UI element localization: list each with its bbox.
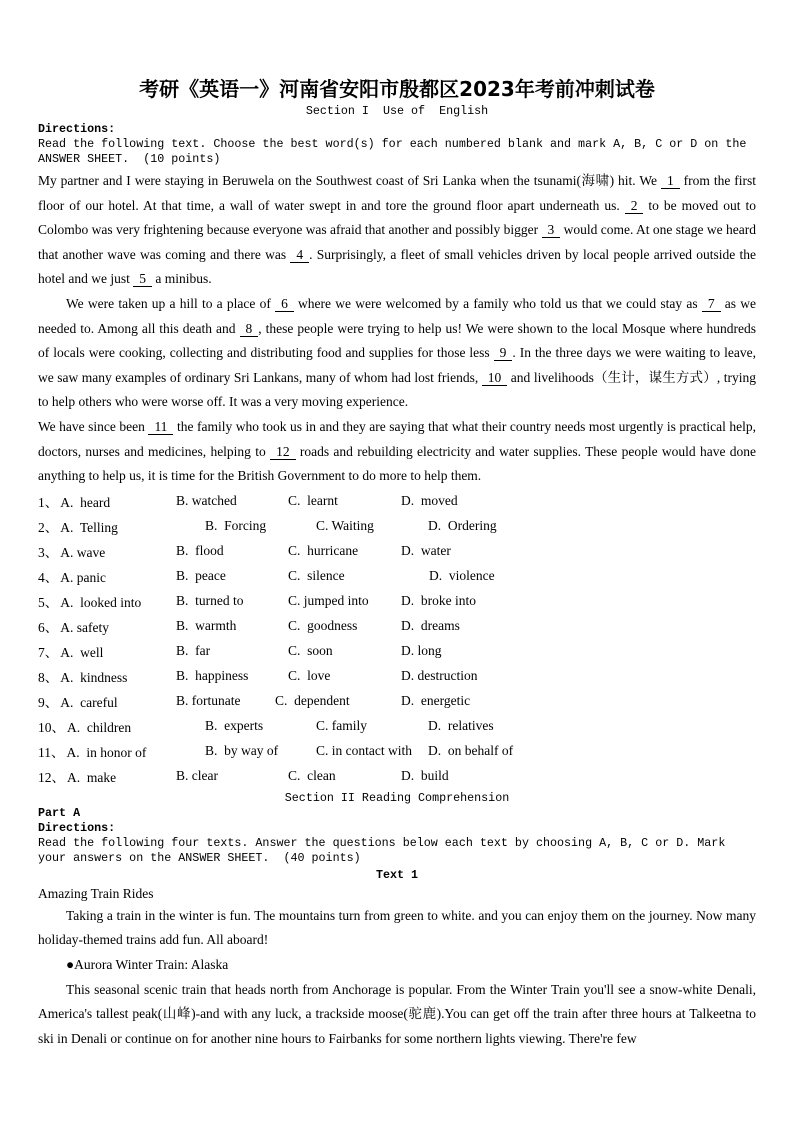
cloze-question-1 xyxy=(38,489,756,514)
option-a: A. children xyxy=(67,720,132,736)
text1-heading: Text 1 xyxy=(375,867,419,882)
option-d: D. energetic xyxy=(401,693,471,709)
question-number: 4、 xyxy=(38,570,59,586)
option-d: D. water xyxy=(401,543,451,559)
option-b: B. far xyxy=(176,643,211,659)
question-number: 12、 xyxy=(38,770,65,786)
cloze-paragraph-1: My partner and I were staying in Beruwela on the Southwest coast of Sri Lanka when the tsunami(海啸) hit. We 1 from the first floor of our hotel. At that time, a wall of water swept in and tore the ground floor apart underneath us. 2 to be moved out to Colombo was very frightening because everyone was afraid that another and possibly bigger 3 would come. At one stage we heard that another wave was coming and there was 4 . Surprisingly, a fleet of small vehicles driven by local people arrived outside the hotel and we just 5 a minibus. xyxy=(38,173,756,287)
option-a: A. make xyxy=(67,770,117,786)
question-number: 2、 xyxy=(38,520,59,536)
option-d: D. build xyxy=(401,768,449,784)
option-d: D. moved xyxy=(401,493,458,509)
option-c: C. jumped into xyxy=(288,593,369,609)
cloze-question-12 xyxy=(38,764,756,789)
reading-bullet-aurora: ●Aurora Winter Train: Alaska xyxy=(66,956,229,972)
section1-directions-label: Directions: xyxy=(38,122,116,136)
option-c: C. learnt xyxy=(288,493,338,509)
option-c: C. family xyxy=(316,718,367,734)
option-c: C. goodness xyxy=(288,618,358,634)
option-c: C. love xyxy=(288,668,331,684)
option-d: D. relatives xyxy=(428,718,494,734)
cloze-blank-8: 8 xyxy=(240,321,259,337)
option-a: A. Telling xyxy=(60,520,118,536)
cloze-blank-3: 3 xyxy=(542,222,561,238)
option-b: B. happiness xyxy=(176,668,249,684)
option-c: C. hurricane xyxy=(288,543,359,559)
option-d: D. broke into xyxy=(401,593,476,609)
question-number: 8、 xyxy=(38,670,59,686)
cloze-blank-12: 12 xyxy=(270,444,296,460)
option-a: A. well xyxy=(60,645,104,661)
option-d: D. violence xyxy=(429,568,495,584)
option-a: A. heard xyxy=(60,495,111,511)
option-d: D. Ordering xyxy=(428,518,497,534)
cloze-question-5 xyxy=(38,589,756,614)
question-number: 3、 xyxy=(38,545,59,561)
cloze-question-7 xyxy=(38,639,756,664)
question-number: 5、 xyxy=(38,595,59,611)
cloze-blank-7: 7 xyxy=(702,296,721,312)
option-b: B. clear xyxy=(176,768,218,784)
cloze-question-6 xyxy=(38,614,756,639)
option-a: A. safety xyxy=(60,620,109,636)
option-d: D. on behalf of xyxy=(428,743,514,759)
question-number: 6、 xyxy=(38,620,59,636)
cloze-question-2 xyxy=(38,514,756,539)
cloze-questions xyxy=(38,489,756,789)
option-c: C. Waiting xyxy=(316,518,374,534)
cloze-question-11 xyxy=(38,739,756,764)
cloze-blank-6: 6 xyxy=(275,296,294,312)
option-b: B. fortunate xyxy=(176,693,241,709)
option-a: A. panic xyxy=(60,570,106,586)
option-c: C. silence xyxy=(288,568,345,584)
cloze-blank-5: 5 xyxy=(133,271,152,287)
section1-heading: Section I Use of English xyxy=(305,104,489,118)
cloze-paragraph-3: We have since been 11 the family who took us in and they are saying that what their country needs most urgently is practical help, doctors, nurses and medicines, helping to 12 roads and rebuilding electricity and water supplies. These people would have done anything to help us, it is time for the British Government to do more to help them. xyxy=(38,418,756,484)
option-a: A. in honor of xyxy=(66,745,147,761)
reading-paragraph-2: This seasonal scenic train that heads north from Anchorage is popular. From the Winter Train you'll see a snow-white Denali, America's tallest peak(山峰)-and with any luck, a trackside moose(驼鹿).You can get off the train after three hours at Talkeetna to ski in Denali or continue on for another nine hours to Fairbanks for some northern lights viewing. There're few xyxy=(38,981,756,1046)
option-a: A. wave xyxy=(60,545,106,561)
cloze-blank-4: 4 xyxy=(290,247,309,263)
option-d: D. destruction xyxy=(401,668,478,684)
option-b: B. warmth xyxy=(176,618,237,634)
reading-paragraph-1: Taking a train in the winter is fun. The mountains turn from green to white. and you can enjoy them on the journey. Now many holiday-themed trains add fun. All aboard! xyxy=(38,907,756,948)
section1-directions-text: Read the following text. Choose the best word(s) for each numbered blank and mark A, B, C or D on the ANSWER SHEET. (10 points) xyxy=(38,137,754,166)
question-number: 7、 xyxy=(38,645,59,661)
cloze-blank-2: 2 xyxy=(625,198,644,214)
text1-title: Amazing Train Rides xyxy=(38,885,154,901)
option-d: D. long xyxy=(401,643,442,659)
section2-heading: Section II Reading Comprehension xyxy=(284,790,510,805)
option-a: A. careful xyxy=(60,695,118,711)
cloze-question-3 xyxy=(38,539,756,564)
option-c: C. soon xyxy=(288,643,333,659)
option-b: B. watched xyxy=(176,493,237,509)
question-number: 9、 xyxy=(38,695,59,711)
option-a: A. looked into xyxy=(60,595,142,611)
cloze-question-4 xyxy=(38,564,756,589)
option-c: C. clean xyxy=(288,768,336,784)
option-d: D. dreams xyxy=(401,618,460,634)
cloze-paragraph-2: We were taken up a hill to a place of 6 where we were welcomed by a family who told us that we could stay as 7 as we needed to. Among all this death and 8 , these people were trying to help us! We were shown to the local Mosque where hundreds of locals were cooking, collecting and distributing food and supplies for those less 9 . In the three days we were waiting to leave, we saw many examples of ordinary Sri Lankans, many of whom had lost friends, 10 and livelihoods（生计，谋生方式）, trying to help others who were worse off. It was a very moving experience. xyxy=(38,295,757,410)
section2-directions-text: Read the following four texts. Answer the questions below each text by choosing A, B, C or D. Mark your answers on the ANSWER SHEET. (40 points) xyxy=(38,835,733,865)
option-b: B. turned to xyxy=(176,593,244,609)
option-c: C. dependent xyxy=(275,693,350,709)
cloze-blank-10: 10 xyxy=(482,370,508,386)
cloze-question-10 xyxy=(38,714,756,739)
cloze-question-9 xyxy=(38,689,756,714)
question-number: 11、 xyxy=(38,745,65,761)
option-b: B. experts xyxy=(205,718,264,734)
option-c: C. in contact with xyxy=(316,743,412,759)
option-b: B. flood xyxy=(176,543,224,559)
option-b: B. Forcing xyxy=(205,518,267,534)
question-number: 1、 xyxy=(38,495,59,511)
cloze-blank-9: 9 xyxy=(494,345,513,361)
option-b: B. by way of xyxy=(205,743,279,759)
option-b: B. peace xyxy=(176,568,226,584)
cloze-question-8 xyxy=(38,664,756,689)
page-title: 考研《英语一》河南省安阳市殷都区2023年考前冲刺试卷 xyxy=(139,77,655,101)
question-number: 10、 xyxy=(38,720,65,736)
cloze-blank-1: 1 xyxy=(661,173,680,189)
part-a-label: Part A xyxy=(38,805,81,820)
cloze-blank-11: 11 xyxy=(148,419,173,435)
option-a: A. kindness xyxy=(60,670,128,686)
section2-directions-label: Directions: xyxy=(38,820,116,835)
